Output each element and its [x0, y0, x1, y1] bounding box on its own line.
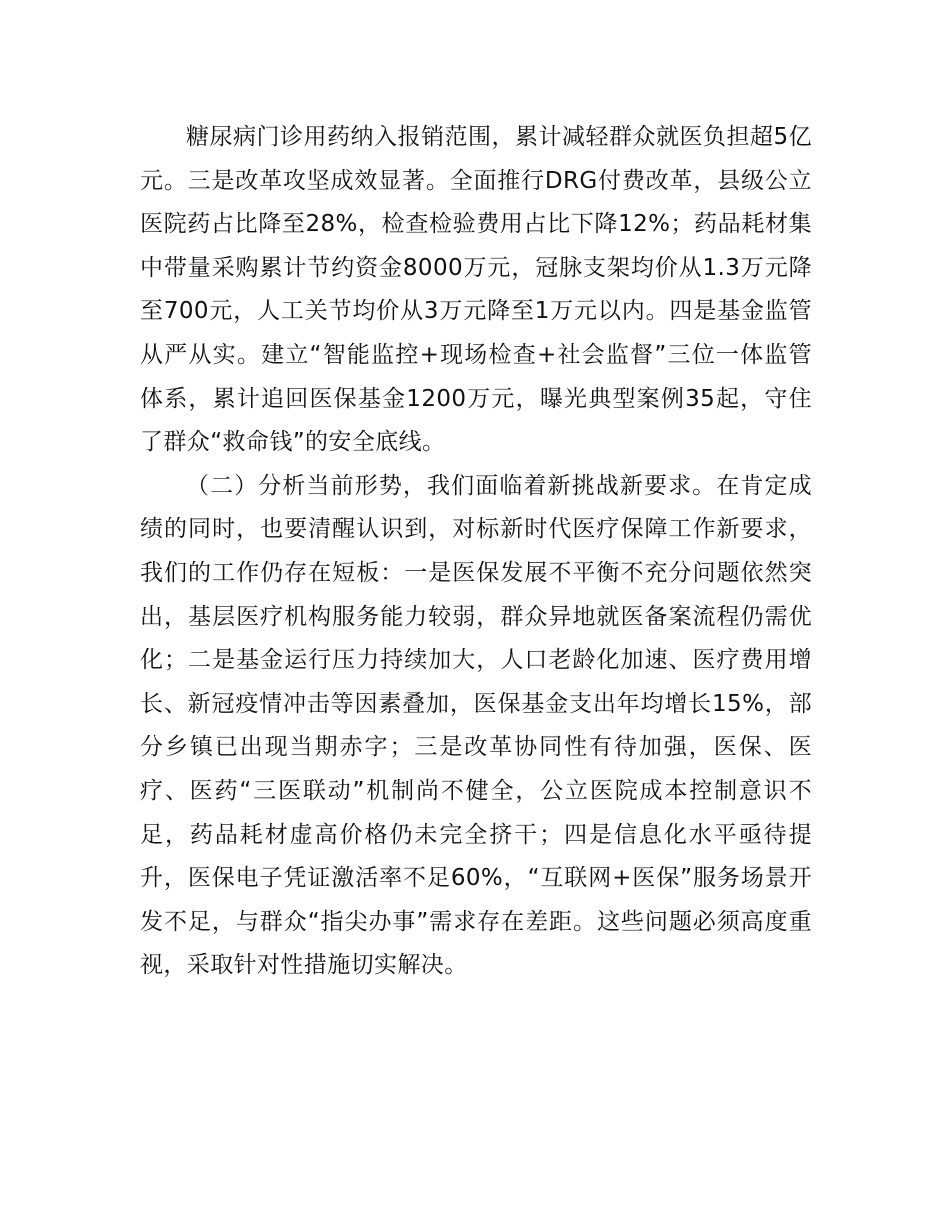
document-body [140, 116, 812, 988]
paragraph-current-situation: （二）分析当前形势，我们面临着新挑战新要求。在肯定成绩的同时，也要清醒认识到，对标新时代医疗保障工作新要求，我们的工作仍存在短板：一是医保发展不平衡不充分问题依然突出，基层医疗机构服务能力较弱，群众异地就医备案流程仍需优化；二是基金运行压力持续加大，人口老龄化加速、医疗费用增长、新冠疫情冲击等因素叠加，医保基金支出年均增长15%，部分乡镇已出现当期赤字；三是改革协同性有待加强，医保、医疗、医药“三医联动”机制尚不健全，公立医院成本控制意识不足，药品耗材虚高价格仍未完全挤干；四是信息化水平亟待提升，医保电子凭证激活率不足60%，“互联网+医保”服务场景开发不足，与群众“指尖办事”需求存在差距。这些问题必须高度重视，采取针对性措施切实解决。 [140, 472, 812, 979]
paragraph-reform-results: 糖尿病门诊用药纳入报销范围，累计减轻群众就医负担超5亿元。三是改革攻坚成效显著。全面推行DRG付费改革，县级公立医院药占比降至28%，检查检验费用占比下降12%；药品耗材集中带量采购累计节约资金8000万元，冠脉支架均价从1.3万元降至700元，人工关节均价从3万元降至1万元以内。四是基金监管从严从实。建立“智能监控+现场检查+社会监督”三位一体监管体系，累计追回医保基金1200万元，曝光典型案例35起，守住了群众“救命钱”的安全底线。 [140, 124, 812, 456]
